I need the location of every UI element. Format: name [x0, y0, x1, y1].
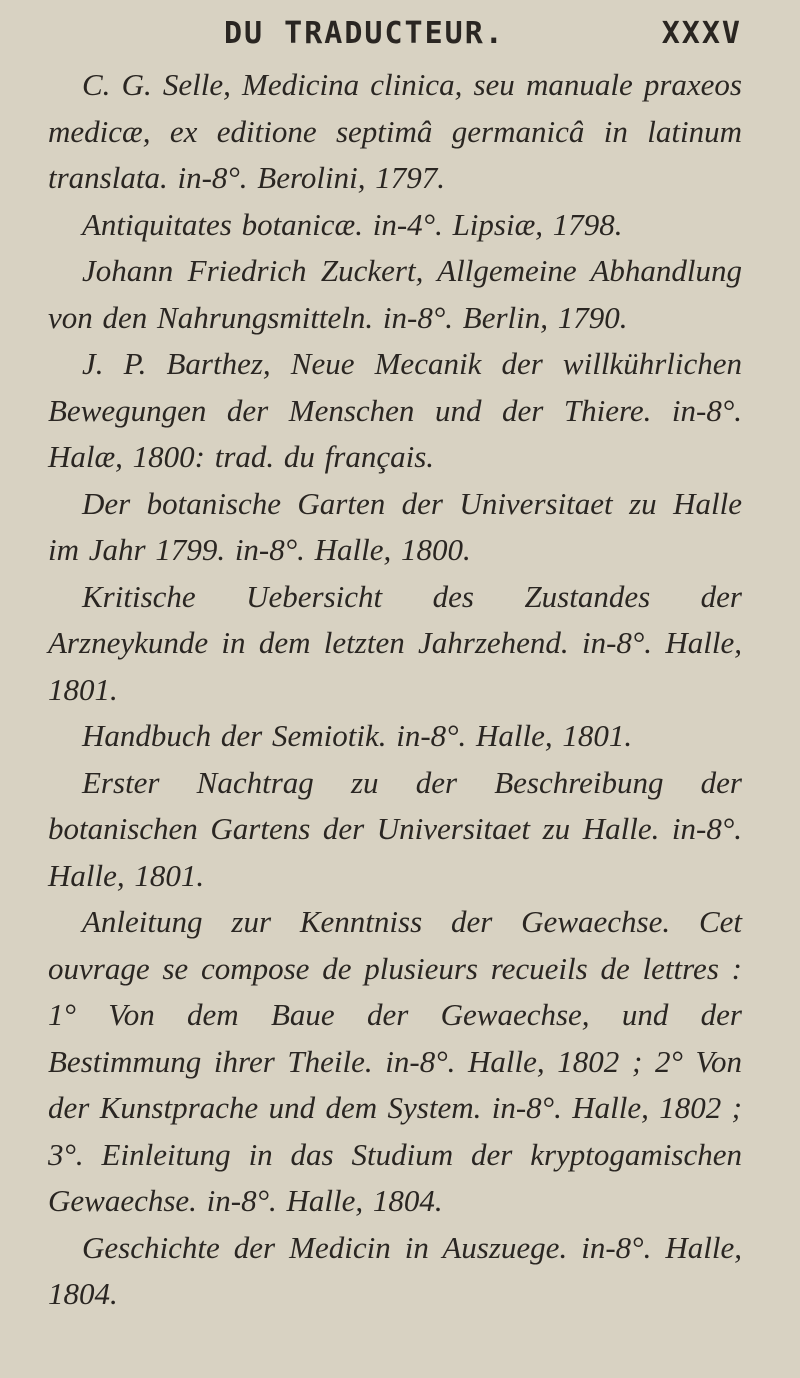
running-title: DU TRADUCTEUR.	[224, 16, 505, 51]
bibliography-entry: C. G. Selle, Medicina clinica, seu manuale praxeos medicæ, ex editione septimâ germanicâ in latinum translata. in-8°. Berolini, 1797.	[48, 67, 742, 195]
bibliography-entry: Der botanische Garten der Universitaet zu Halle im Jahr 1799. in-8°. Halle, 1800.	[48, 485, 742, 567]
bibliography-entry: Geschichte der Medicin in Auszuege. in-8°. Halle, 1804.	[48, 1229, 742, 1311]
bibliography-entry: Erster Nachtrag zu der Beschreibung der botanischen Gartens der Universitaet zu Halle. in-8°. Halle, 1801.	[48, 764, 742, 893]
bibliography-entry: J. P. Barthez, Neue Mecanik der willkührlichen Bewegungen der Menschen und der Thiere. in-8°. Halæ, 1800: trad. du français.	[48, 346, 742, 474]
bibliography-list	[48, 62, 742, 1318]
bibliography-entry: Antiquitates botanicæ. in-4°. Lipsiæ, 1798.	[82, 206, 623, 242]
bibliography-entry: Johann Friedrich Zuckert, Allgemeine Abhandlung von den Nahrungsmitteln. in-8°. Berlin, 1790.	[48, 253, 742, 335]
page-number: XXXV	[661, 16, 742, 51]
bibliography-entry: Anleitung zur Kenntniss der Gewaechse. Cet ouvrage se compose de plusieurs recueils de lettres : 1° Von dem Baue der Gewaechse, und der Bestimmung ihrer Theile. in-8°. Halle, 1802 ; 2° Von der Kunstprache und dem System. in-8°. Halle, 1802 ; 3°. Einleitung in das Studium der kryptogamischen Gewaechse. in-8°. Halle, 1804.	[48, 904, 742, 1218]
bibliography-entry: Kritische Uebersicht des Zustandes der Arzneykunde in dem letzten Jahrzehend. in-8°. Halle, 1801.	[48, 578, 742, 707]
bibliography-entry: Handbuch der Semiotik. in-8°. Halle, 1801.	[82, 718, 633, 753]
running-head	[48, 10, 742, 58]
